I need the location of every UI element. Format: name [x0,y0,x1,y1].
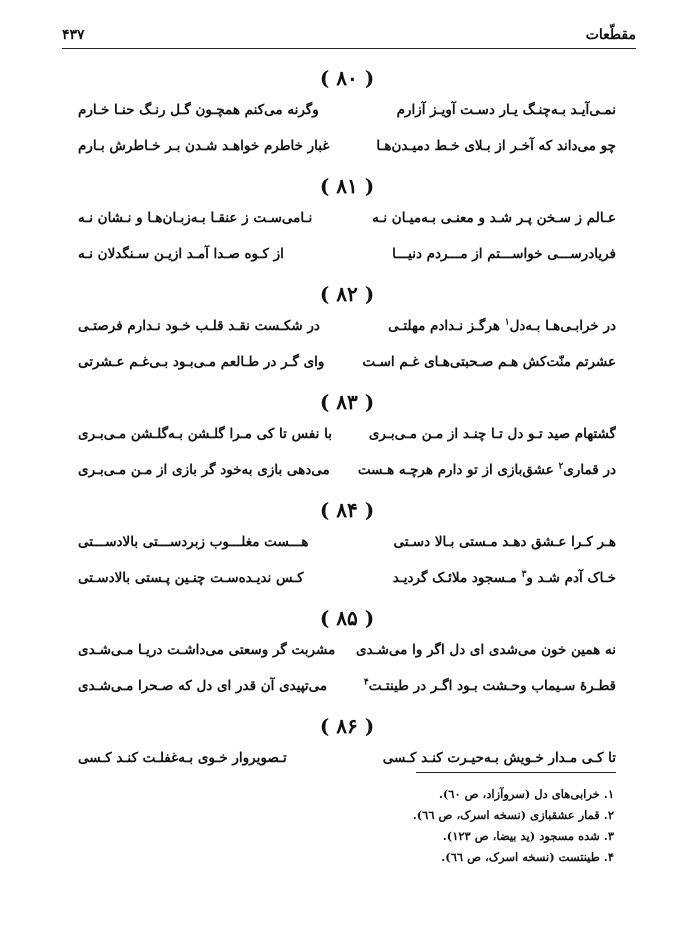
footnote-marker: ۴ [363,677,369,688]
hemistich-text: عـالم ز سـخن پـر شـد و معنـی بـه‌میـان نـه [372,210,616,226]
section-gap [78,380,616,388]
hemistich-text: تا کـی مـدار خـویش بـه‌حیـرت کنـد کـسی [382,750,616,766]
couplet [78,128,616,164]
couplet [78,452,616,488]
hemistich-second: می‌دهی بازی به‌خود گر بازی از مـن مـی‌بـری [78,462,330,478]
hemistich-second: مشربت گر وسعتی می‌داشـت دریـا مـی‌شـدی [78,642,336,658]
footnote-item: ۳. شده مسجود (ید بیضا، ص ۱۲۳). [442,829,614,843]
hemistich-text: قطـرهٔ سـیماب وحـشت بـود اگـر در طینتـت [368,678,616,694]
footnote-marker: ۳ [521,569,527,580]
section-number: ( ۸۲ ) [319,282,375,306]
hemistich-first [352,200,616,236]
couplet [78,740,616,776]
hemistich-text-rest: مـسجود ملائـک گردیـد [392,570,522,586]
footnote-item: ۴. طینتست (نسخه اسرک، ص ٦٦). [441,850,614,864]
hemistich-second: هـــست مغلـــوب زبردســـتی بالادســـتی [78,534,309,550]
hemistich-text: نه همین خون می‌شدی ای دل اگر وا می‌شـدی [356,642,616,658]
couplet [78,236,616,272]
couplet [78,668,616,704]
hemistich-second: می‌تپیدی آن قدر ای دل که صـحرا مـی‌شـدی [78,678,328,694]
hemistich-second: غبار خاطرم خواهـد شـدن بـر خـاطرش بـارم [78,138,330,154]
hemistich-text: عشرتم منّت‌کش هـم صـحبتی‌هـای غـم اسـت [362,354,616,370]
poem-section [78,496,616,604]
page-header [62,22,636,49]
hemistich-first [352,416,616,452]
hemistich-second: از کـوه صـدا آمـد ازیـن سـنگدلان نـه [78,246,284,262]
section-number: ( ۸۵ ) [319,606,375,630]
hemistich-text: در قماری [563,462,616,478]
couplet [78,308,616,344]
hemistich-text-rest: هرگـز نـدادم مهلتـی [388,318,505,334]
hemistich-second: نـامی‌سـت ز عنقـا بـه‌زبـان‌هـا و نـشان نـه [78,210,313,226]
hemistich-second: وای گـر در طـالعم مـی‌بـود بـی‌غـم عـشرتی [78,354,325,370]
hemistich-first [352,668,616,704]
couplet [78,92,616,128]
poem-section [78,604,616,712]
hemistich-second: با نفس تا کی مـرا گلـشن بـه‌گلـشن مـی‌بـری [78,426,332,442]
section-gap [78,272,616,280]
hemistich-text: فریادرســـی خواســـتم از مـــردم دنیـــا [392,246,616,262]
running-title: مقطّعات [585,27,636,43]
section-gap [78,596,616,604]
couplet [78,344,616,380]
footnote-divider [416,772,616,773]
hemistich-second: کـس ندیـده‌سـت چنـین پـستی بالادسـتی [78,570,304,586]
section-number: ( ۸۱ ) [319,174,375,198]
hemistich-first [352,92,616,128]
poem-section [78,64,616,172]
hemistich-text: هـر کـرا عـشق دهـد مـستی بـالا دسـتی [393,534,616,550]
couplet [78,524,616,560]
poem-section [78,280,616,388]
couplet [78,200,616,236]
hemistich-first [352,452,616,488]
hemistich-second: در شکـست نقـد قلـب خـود نـدارم فرصتـی [78,318,320,334]
footnote-marker: ۱ [504,317,510,328]
section-gap [78,704,616,712]
hemistich-first [352,236,616,272]
hemistich-first [352,740,616,776]
poem-section [78,388,616,496]
section-gap [78,488,616,496]
hemistich-first [352,560,616,596]
section-number: ( ۸۶ ) [319,714,375,738]
hemistich-text: نمـی‌آیـد بـه‌چنـگ یـار دسـت آویـز آزارم [396,102,616,118]
hemistich-first [352,524,616,560]
hemistich-first [352,632,616,668]
page-number: ۴۳۷ [62,27,85,43]
hemistich-text: چو می‌داند که آخـر از بـلای خـط دمیـدن‌هـا [376,138,616,154]
hemistich-text: گشتهام صید تـو دل تـا چنـد از مـن مـی‌بـری [368,426,616,442]
hemistich-second: تـصویروار خـوی بـه‌غفلـت کنـد کـسی [78,750,287,766]
footnote-item: ۱. خرابی‌های دل (سروآزاد، ص ٦٠). [438,787,614,801]
hemistich-text: در خرابـی‌هـا بـه‌دل [509,318,616,334]
couplet [78,416,616,452]
footnote-item: ۲. قمار عشقبازی (نسخه اسرک، ص ٦٦). [412,808,614,822]
hemistich-first [352,308,616,344]
hemistich-first [352,128,616,164]
footnotes [314,784,614,868]
poem-section [78,712,616,776]
section-gap [78,164,616,172]
poem-body [78,64,616,776]
couplet [78,632,616,668]
section-number: ( ۸۰ ) [319,66,375,90]
hemistich-second: وگرنه می‌کنم همچـون گـل رنـگ حنـا خـارم [78,102,319,118]
hemistich-text: خـاک آدم شـد و [526,570,616,586]
couplet [78,560,616,596]
poem-section [78,172,616,280]
section-number: ( ۸۳ ) [319,390,375,414]
hemistich-text-rest: عشق‌بازی از تو دارم هرچـه هـست [357,462,559,478]
footnote-marker: ۲ [558,461,564,472]
hemistich-first [352,344,616,380]
section-number: ( ۸۴ ) [319,498,375,522]
